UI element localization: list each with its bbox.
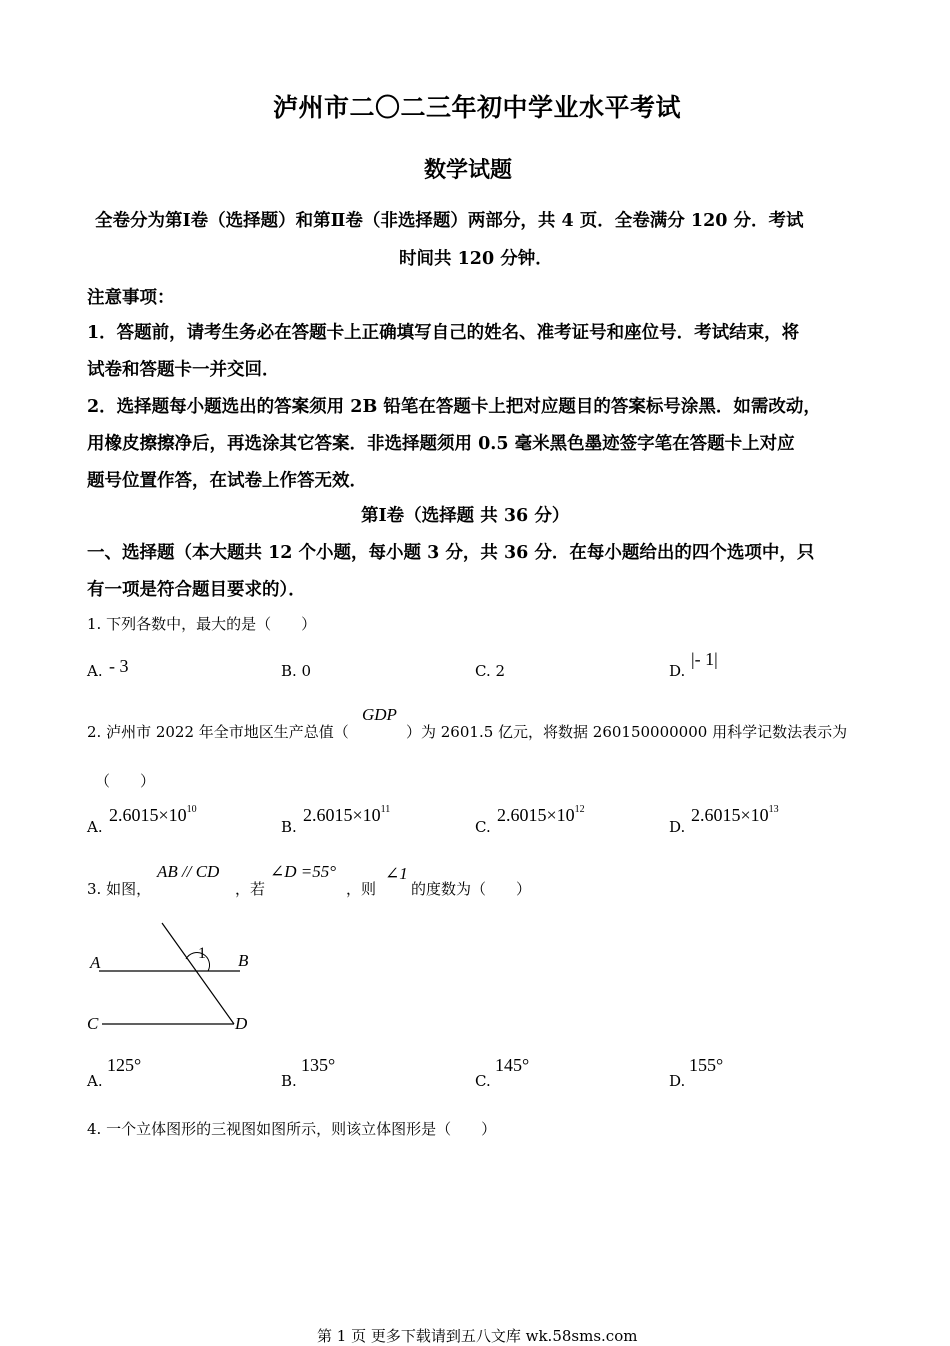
note-1-line-2: 试卷和答题卡一并交回． (87, 360, 280, 380)
q2-option-b-value: $2.6015\times 10^{11}$ (303, 804, 391, 825)
q1-option-a-value: - 3 (109, 656, 129, 676)
q1-option-a-label: A. (87, 662, 103, 680)
q2-option-c-value: $2.6015\times 10^{12}$ (497, 804, 585, 825)
note-1-line-1: 1．答题前，请考生务必在答题卡上正确填写自己的姓名、准考证号和座位号．考试结束，将 (87, 323, 800, 343)
q3-stem-part-1: 3. 如图， (87, 880, 152, 898)
q2-stem-part-2: ）为 2601.5 亿元，将数据 260150000000 用科学记数法表示为 (406, 723, 848, 741)
q3-stem-part-4: 的度数为（ ） (411, 880, 532, 898)
q4-stem: 4. 一个立体图形的三视图如图所示，则该立体图形是（ ） (87, 1120, 497, 1138)
intro-line-2: 时间共 120 分钟． (399, 249, 553, 269)
q3-math-angle-1: ∠1 (385, 864, 408, 883)
intro-line-1: 全卷分为第Ⅰ卷（选择题）和第Ⅱ卷（非选择题）两部分，共 4 页．全卷满分 120 分．考试 (95, 211, 804, 231)
q3-option-b-value: 135° (301, 1055, 336, 1075)
label-a: A (90, 953, 101, 972)
q3-math-angle-d: ∠D =55° (270, 862, 337, 881)
q1-option-c: C. 2 (475, 662, 506, 680)
q3-option-c-label: C. (475, 1072, 491, 1090)
transversal-line (162, 923, 234, 1024)
note-2-line-2: 用橡皮擦擦净后，再选涂其它答案．非选择题须用 0.5 毫米黑色墨迹签字笔在答题卡上对应 (87, 434, 795, 454)
note-2-line-3: 题号位置作答，在试卷上作答无效． (87, 471, 367, 491)
q1-option-b: B. 0 (281, 662, 312, 680)
q2-option-a-label: A. (87, 818, 103, 836)
part1-heading: 第Ⅰ卷（选择题 共 36 分） (361, 506, 570, 526)
section-heading-line-1: 一、选择题（本大题共 12 个小题，每小题 3 分，共 36 分．在每小题给出的四个选项中，只 (87, 543, 815, 563)
paper-subtitle: 数学试题 (424, 157, 513, 183)
q3-option-d-value: 155° (689, 1055, 724, 1075)
label-b: B (238, 951, 249, 970)
q2-option-c-label: C. (475, 818, 491, 836)
q2-option-b-label: B. (281, 818, 297, 836)
q3-stem-part-2: ，若 (235, 880, 266, 898)
q2-option-d-label: D. (669, 818, 686, 836)
label-c: C (87, 1014, 99, 1033)
q2-answer-paren: （ ） (95, 772, 156, 790)
q3-option-d-label: D. (669, 1072, 686, 1090)
q3-option-c-value: 145° (495, 1055, 530, 1075)
exam-title: 泸州市二〇二三年初中学业水平考试 (273, 93, 682, 122)
q2-gdp-term: GDP (362, 705, 397, 724)
q3-option-a-label: A. (87, 1072, 103, 1090)
note-2-line-1: 2．选择题每小题选出的答案须用 2B 铅笔在答题卡上把对应题目的答案标号涂黑．如需改动， (87, 397, 821, 417)
section-heading-line-2: 有一项是符合题目要求的）． (87, 580, 306, 600)
q3-math-parallel: AB // CD (157, 862, 220, 881)
page-footer: 第 1 页 更多下载请到五八文库 wk.58sms.com (317, 1327, 638, 1345)
label-d: D (235, 1014, 248, 1033)
notes-heading: 注意事项： (87, 288, 175, 308)
q3-option-b-label: B. (281, 1072, 297, 1090)
label-angle-1: 1 (198, 945, 206, 962)
q1-option-d-value: |- 1| (691, 649, 718, 669)
q3-option-a-value: 125° (107, 1055, 142, 1075)
q1-option-d-label: D. (669, 662, 686, 680)
q2-stem-part-1: 2. 泸州市 2022 年全市地区生产总值（ (87, 723, 349, 741)
q2-option-d-value: $2.6015\times 10^{13}$ (691, 804, 779, 825)
q2-option-a-value: $2.6015\times 10^{10}$ (109, 804, 197, 825)
q1-stem: 1. 下列各数中，最大的是（ ） (87, 615, 317, 633)
q3-stem-part-3: ，则 (346, 880, 377, 898)
q3-parallel-lines-figure (80, 915, 270, 1040)
